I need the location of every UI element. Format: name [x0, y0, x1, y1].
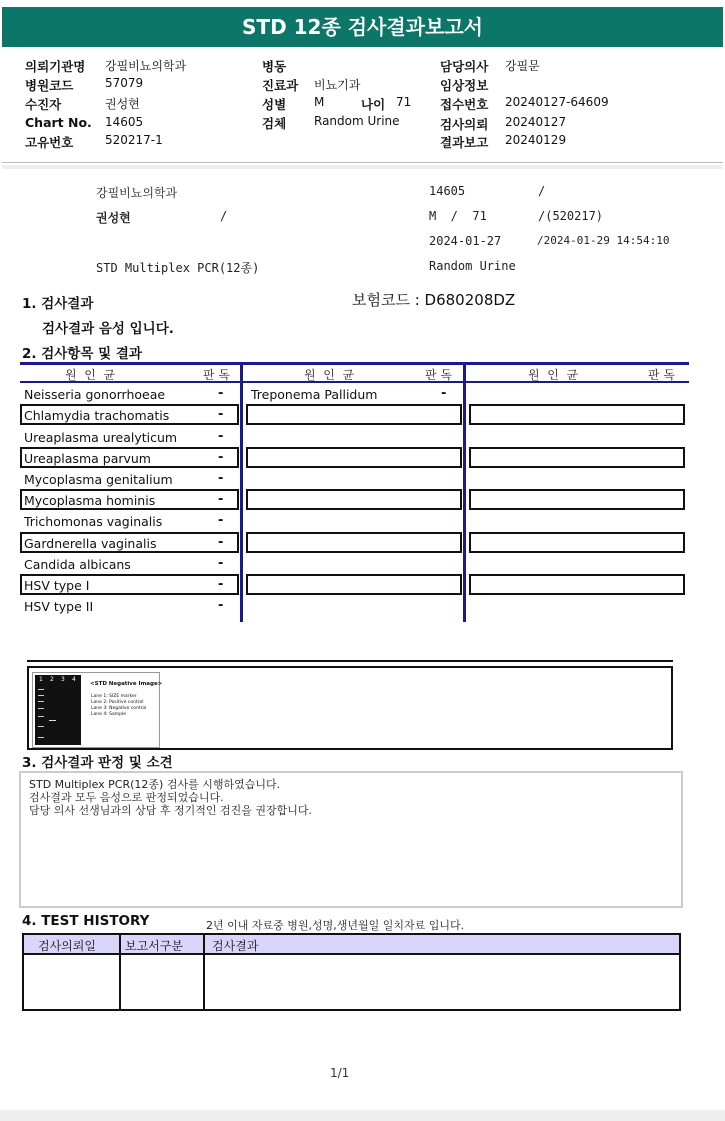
gel-title: <STD Negative Image> — [90, 681, 163, 687]
report-date-label: 결과보고 — [440, 135, 489, 150]
hospital-label: 의뢰기관명 — [25, 59, 86, 74]
findings-line: 담당 의사 선생님과의 상담 후 정기적인 검진을 권장합니다. — [29, 804, 312, 817]
section4-title: 4. TEST HISTORY — [22, 913, 150, 929]
pathogen-name: Trichomonas vaginalis — [24, 514, 163, 529]
patient-value: 권성현 — [105, 97, 140, 111]
receipt-no-label: 접수번호 — [440, 97, 489, 112]
summary-received: 2024-01-27 — [429, 234, 502, 248]
specimen-value: Random Urine — [314, 114, 400, 128]
summary-patient: 권성현 — [96, 211, 131, 225]
gel-band — [38, 708, 44, 709]
gel-legend-item: Lane 4: Sample — [91, 712, 126, 717]
pathogen-name: Gardnerella vaginalis — [24, 536, 157, 551]
pathogen-result: - — [218, 577, 224, 592]
gel-lane-label: 2 — [50, 676, 54, 683]
col1-result-header: 판 독 — [203, 368, 230, 382]
pathogen-result: - — [218, 429, 224, 444]
insurance-code: 보험코드 : D680208DZ — [352, 291, 516, 309]
pathogen-result: - — [218, 598, 224, 613]
summary-chart-sep: / — [538, 184, 546, 198]
pathogen-result: - — [218, 492, 224, 507]
gel-legend-item: Lane 2: Positive control — [91, 700, 144, 705]
history-header-report-type: 보고서구분 — [125, 939, 183, 953]
row-box — [469, 447, 685, 468]
header-divider — [2, 162, 723, 163]
row-box — [246, 489, 462, 510]
col2-pathogen-header: 원 인 균 — [304, 368, 355, 382]
table-divider-1 — [240, 362, 243, 622]
gel-lane-label: 4 — [72, 676, 76, 683]
page-number: 1/1 — [330, 1066, 350, 1080]
row-box — [469, 532, 685, 553]
pathogen-name: Mycoplasma hominis — [24, 493, 156, 508]
table-divider-2 — [463, 362, 466, 622]
gel-band — [49, 720, 56, 721]
row-box — [469, 574, 685, 595]
pathogen-result: - — [218, 535, 224, 550]
section3-title: 3. 검사결과 판정 및 소견 — [22, 755, 173, 771]
summary-patient-sep: / — [220, 209, 228, 223]
summary-chart: 14605 — [429, 184, 466, 198]
row-box — [246, 447, 462, 468]
hospital-value: 강필비뇨의학과 — [105, 59, 187, 73]
age-value: 71 — [396, 95, 412, 109]
receipt-no-value: 20240127-64609 — [505, 95, 609, 109]
clinical-info-label: 임상정보 — [440, 78, 489, 93]
row-box — [469, 489, 685, 510]
gel-band — [38, 737, 44, 738]
sex-value: M — [314, 95, 325, 109]
history-col-divider — [203, 935, 205, 1009]
summary-specimen: Random Urine — [429, 259, 516, 273]
gel-lane-label: 3 — [61, 676, 65, 683]
pathogen-name: Mycoplasma genitalium — [24, 472, 173, 487]
gel-legend-item: Lane 1: SIZE marker — [91, 694, 137, 699]
chart-no-label: Chart No. — [25, 115, 92, 130]
col3-pathogen-header: 원 인 균 — [528, 368, 579, 382]
pathogen-name: Chlamydia trachomatis — [24, 408, 170, 423]
table-top-line — [20, 362, 689, 365]
gel-image-panel — [27, 666, 673, 750]
pathogen-name: HSV type I — [24, 578, 90, 593]
history-header-result: 검사결과 — [212, 939, 259, 953]
history-table — [22, 933, 681, 1011]
section2-title: 2. 검사항목 및 결과 — [22, 346, 142, 362]
pathogen-result: - — [218, 513, 224, 528]
hospital-code-value: 57079 — [105, 76, 144, 90]
row-box — [246, 574, 462, 595]
ward-label: 병동 — [262, 59, 287, 74]
history-header-row — [24, 935, 679, 955]
department-label: 진료과 — [262, 78, 299, 93]
pathogen-result: - — [218, 386, 224, 401]
page-bottom-margin — [0, 1110, 725, 1121]
summary-reported: /2024-01-29 14:54:10 — [537, 234, 670, 247]
section1-title: 1. 검사결과 — [22, 296, 94, 312]
pathogen-name: Ureaplasma urealyticum — [24, 430, 178, 445]
gel-band — [38, 695, 44, 696]
department-value: 비뇨기과 — [314, 78, 361, 92]
row-box — [469, 404, 685, 425]
findings-box — [19, 771, 683, 908]
gel-lane-label: 1 — [39, 676, 43, 683]
pathogen-name: Neisseria gonorrhoeae — [24, 387, 166, 402]
table-header-line — [20, 381, 689, 383]
gel-band — [38, 726, 44, 727]
pathogen-result: - — [218, 471, 224, 486]
chart-no-value: 14605 — [105, 115, 144, 129]
findings-line: 검사결과 모두 음성으로 판정되었습니다. — [29, 791, 224, 804]
pathogen-name: HSV type II — [24, 599, 94, 614]
gel-legend-item: Lane 3: Negative control — [91, 706, 147, 711]
summary-hospital: 강필비뇨의학과 — [96, 186, 178, 200]
age-label: 나이 — [361, 97, 386, 112]
gel-lanes — [35, 675, 81, 745]
unique-no-label: 고유번호 — [25, 135, 74, 150]
overall-result: 검사결과 음성 입니다. — [42, 321, 174, 337]
gel-image — [32, 672, 163, 748]
pathogen-name: Treponema Pallidum — [251, 387, 378, 402]
col2-result-header: 판 독 — [425, 368, 452, 382]
history-note: 2년 이내 자료중 병원,성명,생년월일 일치자료 입니다. — [206, 919, 465, 932]
pathogen-result: - — [218, 450, 224, 465]
findings-line: STD Multiplex PCR(12종) 검사를 시행하였습니다. — [29, 778, 281, 791]
summary-sex-age: M / 71 — [429, 209, 487, 223]
specimen-label: 검체 — [262, 116, 287, 131]
row-box — [246, 404, 462, 425]
pathogen-result: - — [441, 386, 447, 401]
header-divider-shadow — [2, 165, 723, 169]
pathogen-result: - — [218, 556, 224, 571]
summary-id: /(520217) — [538, 209, 604, 223]
history-col-divider — [119, 935, 121, 1009]
gel-divider — [27, 660, 673, 662]
request-date-value: 20240127 — [505, 115, 567, 129]
gel-band — [38, 716, 44, 717]
history-header-request-date: 검사의뢰일 — [38, 939, 96, 953]
patient-label: 수진자 — [25, 97, 62, 112]
unique-no-value: 520217-1 — [105, 133, 163, 147]
request-date-label: 검사의뢰 — [440, 117, 489, 132]
sex-label: 성별 — [262, 97, 287, 112]
report-date-value: 20240129 — [505, 133, 567, 147]
row-box — [246, 532, 462, 553]
pathogen-name: Candida albicans — [24, 557, 131, 572]
gel-band — [38, 701, 44, 702]
pathogen-result: - — [218, 407, 224, 422]
doctor-value: 강필문 — [505, 59, 540, 73]
col1-pathogen-header: 원 인 균 — [65, 368, 116, 382]
summary-test: STD Multiplex PCR(12종) — [96, 261, 260, 275]
hospital-code-label: 병원코드 — [25, 78, 74, 93]
pathogen-name: Ureaplasma parvum — [24, 451, 151, 466]
col3-result-header: 판 독 — [648, 368, 675, 382]
gel-band — [38, 689, 44, 690]
doctor-label: 담당의사 — [440, 59, 489, 74]
report-title: STD 12종 검사결과보고서 — [2, 7, 723, 47]
